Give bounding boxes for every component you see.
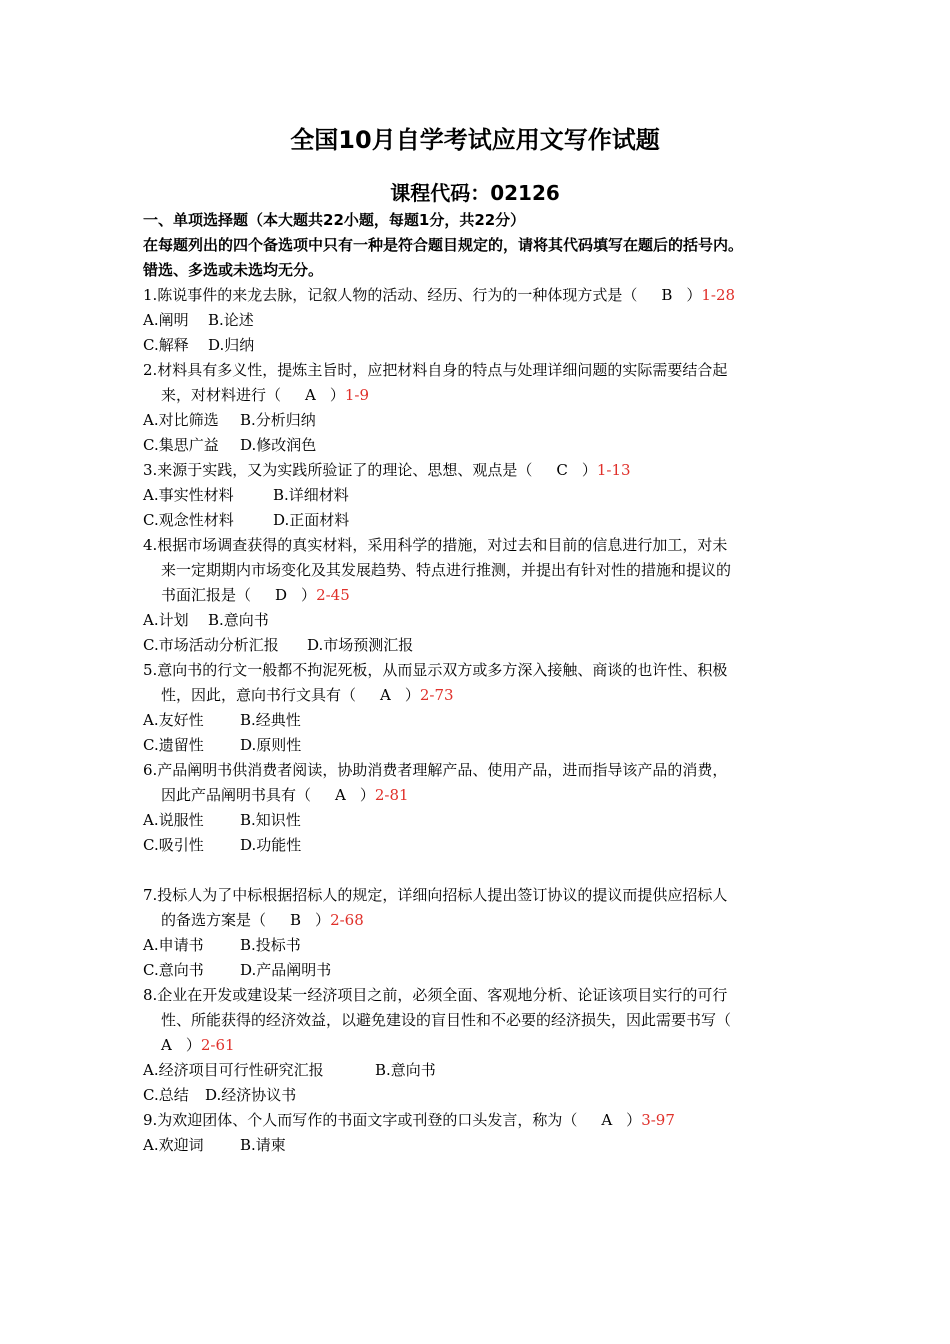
question-text-line xyxy=(143,883,823,908)
option-d: D.经济协议书 xyxy=(205,1086,297,1104)
page-reference: 2-61 xyxy=(200,1036,235,1054)
answer-letter: A xyxy=(305,386,316,404)
question-text-line xyxy=(143,758,823,783)
answer-letter: A xyxy=(380,686,391,704)
page-reference: 1-13 xyxy=(596,461,631,479)
close-paren: ） xyxy=(301,586,317,604)
question-text-line xyxy=(143,283,823,308)
option-b: B.详细材料 xyxy=(273,486,349,504)
question-text-line xyxy=(143,783,823,808)
option-a: A.申请书 xyxy=(143,936,204,954)
question-text: 性，因此，意向书行文具有（ xyxy=(161,686,357,704)
question-1 xyxy=(143,283,823,358)
option-row xyxy=(143,733,823,758)
close-paren: ） xyxy=(359,786,375,804)
question-4 xyxy=(143,533,823,658)
document-body xyxy=(143,208,823,1158)
question-text-line xyxy=(143,583,823,608)
option-row xyxy=(143,633,823,658)
question-text: 性、所能获得的经济效益，以避免建设的盲目性和不必要的经济损失，因此需要书写（ xyxy=(161,1011,732,1029)
option-c: C.遗留性 xyxy=(143,736,204,754)
question-text: 5.意向书的行文一般都不拘泥死板，从而显示双方或多方深入接触、商谈的也许性、积极 xyxy=(143,661,728,679)
answer-letter: A xyxy=(335,786,346,804)
option-row xyxy=(143,1133,823,1158)
option-row xyxy=(143,833,823,858)
question-text: 8.企业在开发或建设某一经济项目之前，必须全面、客观地分析、论证该项目实行的可行 xyxy=(143,986,728,1004)
page-reference: 1-9 xyxy=(344,386,370,404)
option-d: D.产品阐明书 xyxy=(240,961,332,979)
option-a: A.对比筛选 xyxy=(143,411,219,429)
option-a: A.事实性材料 xyxy=(143,486,234,504)
question-text: 的备选方案是（ xyxy=(161,911,267,929)
option-d: D.功能性 xyxy=(240,836,302,854)
answer-letter: B xyxy=(290,911,302,929)
course-code: 课程代码：02126 xyxy=(390,181,560,205)
close-paren: ） xyxy=(185,1036,201,1054)
option-row xyxy=(143,1058,823,1083)
option-b: B.意向书 xyxy=(208,611,269,629)
page-reference: 2-68 xyxy=(330,911,364,929)
option-c: C.解释 xyxy=(143,336,189,354)
option-row xyxy=(143,433,823,458)
close-paren: ） xyxy=(581,461,597,479)
option-a: A.经济项目可行性研究汇报 xyxy=(143,1061,324,1079)
option-a: A.友好性 xyxy=(143,711,204,729)
option-row xyxy=(143,958,823,983)
option-row xyxy=(143,1083,823,1108)
question-text-line xyxy=(143,358,823,383)
question-7 xyxy=(143,883,823,983)
option-d: D.修改润色 xyxy=(240,436,317,454)
question-text: 因此产品阐明书具有（ xyxy=(161,786,312,804)
question-text: 1.陈说事件的来龙去脉，记叙人物的活动、经历、行为的一种体现方式是（ xyxy=(143,286,638,304)
question-text-line xyxy=(143,983,823,1008)
question-5 xyxy=(143,658,823,758)
option-c: C.意向书 xyxy=(143,961,204,979)
option-a: A.阐明 xyxy=(143,311,189,329)
option-a: A.欢迎词 xyxy=(143,1136,204,1154)
option-row xyxy=(143,308,823,333)
option-b: B.知识性 xyxy=(240,811,301,829)
question-text: 来，对材料进行（ xyxy=(161,386,282,404)
question-text-line xyxy=(143,458,823,483)
close-paren: ） xyxy=(686,286,702,304)
option-d: D.市场预测汇报 xyxy=(307,636,414,654)
page-reference: 2-73 xyxy=(419,686,454,704)
option-row xyxy=(143,808,823,833)
option-b: B.投标书 xyxy=(240,936,301,954)
option-b: B.经典性 xyxy=(240,711,301,729)
question-text-line xyxy=(143,658,823,683)
question-text-line xyxy=(143,558,823,583)
question-3 xyxy=(143,458,823,533)
option-d: D.正面材料 xyxy=(273,511,350,529)
answer-letter: A xyxy=(161,1036,172,1054)
option-d: D.归纳 xyxy=(208,336,255,354)
option-d: D.原则性 xyxy=(240,736,302,754)
question-text-line xyxy=(143,1008,823,1033)
option-row xyxy=(143,333,823,358)
question-text-line xyxy=(143,683,823,708)
option-row xyxy=(143,483,823,508)
question-text-line xyxy=(143,1108,823,1133)
option-row xyxy=(143,708,823,733)
instruction-line: 错选、多选或未选均无分。 xyxy=(143,261,324,279)
option-row xyxy=(143,608,823,633)
question-text-line xyxy=(143,383,823,408)
option-c: C.吸引性 xyxy=(143,836,204,854)
close-paren: ） xyxy=(329,386,345,404)
option-b: B.请柬 xyxy=(240,1136,286,1154)
question-text-line xyxy=(143,908,823,933)
option-row xyxy=(143,933,823,958)
question-8 xyxy=(143,983,823,1108)
question-text-line xyxy=(143,1033,823,1058)
page-title: 全国10月自学考试应用文写作试题 xyxy=(290,126,660,154)
close-paren: ） xyxy=(404,686,420,704)
option-a: A.计划 xyxy=(143,611,189,629)
option-c: C.集思广益 xyxy=(143,436,219,454)
question-list xyxy=(143,283,823,1158)
option-b: B.分析归纳 xyxy=(240,411,316,429)
option-c: C.总结 xyxy=(143,1086,189,1104)
option-b: B.意向书 xyxy=(375,1061,436,1079)
answer-letter: B xyxy=(661,286,673,304)
section-heading: 一、单项选择题（本大题共22小题，每题1分，共22分） xyxy=(143,211,526,229)
question-text: 6.产品阐明书供消费者阅读，协助消费者理解产品、使用产品，进而指导该产品的消费， xyxy=(143,761,728,779)
option-c: C.观念性材料 xyxy=(143,511,234,529)
option-row xyxy=(143,408,823,433)
question-text: 9.为欢迎团体、个人而写作的书面文字或刊登的口头发言，称为（ xyxy=(143,1111,578,1129)
answer-letter: A xyxy=(601,1111,613,1129)
page-reference: 2-45 xyxy=(316,586,350,604)
question-text: 4.根据市场调查获得的真实材料，采用科学的措施，对过去和目前的信息进行加工，对未 xyxy=(143,536,728,554)
option-c: C.市场活动分析汇报 xyxy=(143,636,279,654)
question-2 xyxy=(143,358,823,458)
answer-letter: D xyxy=(275,586,288,604)
close-paren: ） xyxy=(315,911,331,929)
question-text: 7.投标人为了中标根据招标人的规定，详细向招标人提出签订协议的提议而提供应招标人 xyxy=(143,886,728,904)
question-text: 来一定期期内市场变化及其发展趋势、特点进行推测，并提出有针对性的措施和提议的 xyxy=(161,561,732,579)
question-text: 书面汇报是（ xyxy=(161,586,252,604)
question-9 xyxy=(143,1108,823,1158)
instruction-line: 在每题列出的四个备选项中只有一种是符合题目规定的，请将其代码填写在题后的括号内。 xyxy=(143,236,744,254)
blank-line xyxy=(143,858,823,883)
page-reference: 3-97 xyxy=(641,1111,675,1129)
page-reference: 2-81 xyxy=(374,786,409,804)
question-text-line xyxy=(143,533,823,558)
question-text: 2.材料具有多义性，提炼主旨时，应把材料自身的特点与处理详细问题的实际需要结合起 xyxy=(143,361,728,379)
option-a: A.说服性 xyxy=(143,811,204,829)
option-row xyxy=(143,508,823,533)
close-paren: ） xyxy=(626,1111,642,1129)
option-b: B.论述 xyxy=(208,311,254,329)
question-text: 3.来源于实践，又为实践所验证了的理论、思想、观点是（ xyxy=(143,461,533,479)
answer-letter: C xyxy=(556,461,568,479)
question-6 xyxy=(143,758,823,858)
page-reference: 1-28 xyxy=(701,286,736,304)
